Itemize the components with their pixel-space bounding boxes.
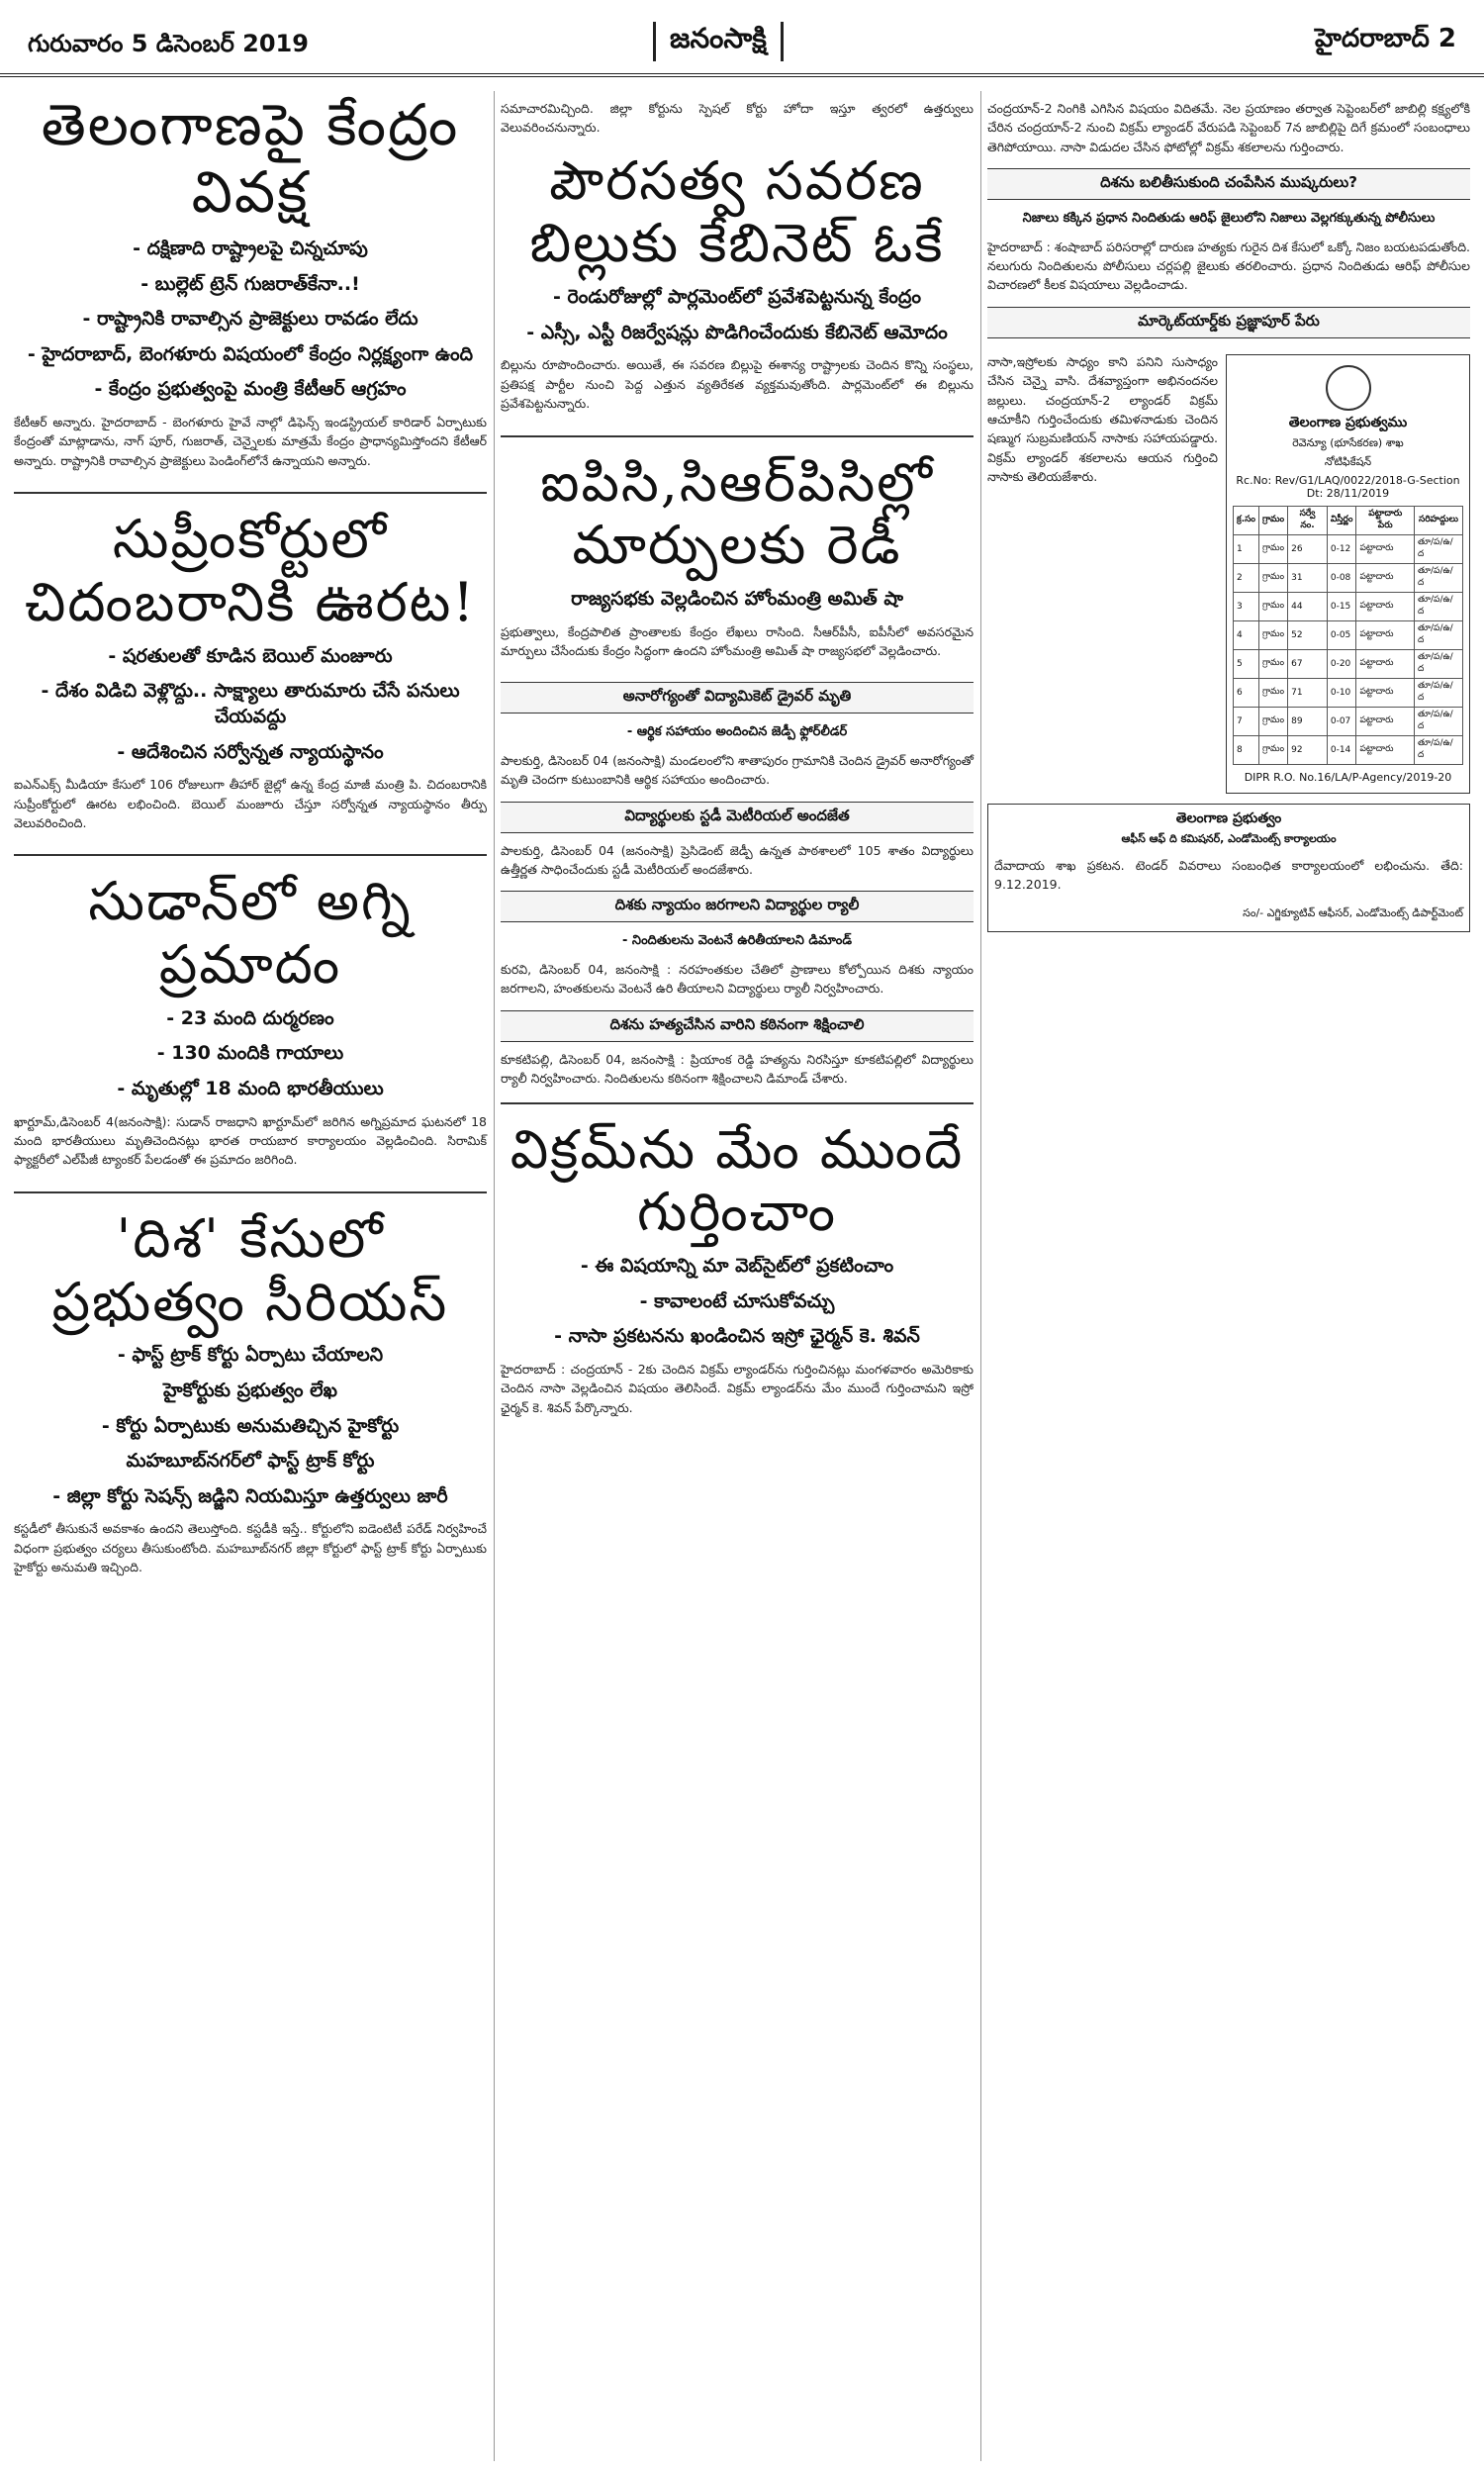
subheading: - ఈ విషయాన్ని మా వెబ్‌సైట్‌లో ప్రకటించాం [580, 1254, 894, 1277]
table-cell: 0-05 [1327, 620, 1356, 649]
subheading: - 130 మందికి గాయాలు [156, 1042, 344, 1065]
notice-department: రెవెన్యూ (భూసేకరణ) శాఖ [1292, 435, 1404, 449]
newspaper-logo: జనంసాక్షి [653, 22, 784, 61]
headline: తెలంగాణపై కేంద్రం వివక్ష [41, 91, 460, 227]
table-cell: 0-08 [1327, 563, 1356, 592]
table-cell: 26 [1288, 534, 1328, 563]
article-body: కేటీఆర్‌ అన్నారు. హైదరాబాద్‌ - బెంగళూరు హైవే నాల్గో డిఫెన్స్‌ ఇండస్ట్రియల్‌ కారిడార్‌ ఏర్పాటుకు కేంద్రంతో మాట్లాడాను, నాగ్‌ పూర్‌, గుజరాత్‌, చెన్నైలకు మాత్రమే కేంద్రం ప్రాధాన్యమిస్తోందని కేటీఆర్‌ అన్నారు. రాష్ట్రానికి రావాల్సిన ప్రాజెక్టులు పెండింగ్‌లోనే ఉన్నాయని అన్నారు. [14, 415, 487, 468]
article-body: కస్టడీలో తీసుకునే అవకాశం ఉందని తెలుస్తోంది. కస్టడీకి ఇస్తే.. కోర్టులోని ఐడెంటిటీ పరేడ్‌ నిర్వహించే విధంగా ప్రభుత్వం చర్యలు తీసుకుంటోంది. మహబూబ్‌నగర్‌ జిల్లా కోర్టులో ఫాస్ట్‌ ట్రాక్‌ కోర్టు ఏర్పాటుకు హైకోర్టు అనుమతి ఇచ్చింది. [14, 1521, 487, 1575]
article-body: చంద్రయాన్‌-2 నింగికి ఎగిసిన విషయం విదితమే. నెల ప్రయాణం తర్వాత సెప్టెంబర్‌లో జాబిల్లి కక్ష్యలోకి చేరిన చంద్రయాన్‌-2 నుంచి విక్రమ్‌ ల్యాండర్‌ వేరుపడి సెప్టెంబర్‌ 7న జాబిల్లిపై దిగే క్రమంలో సంబంధాలు తెగిపోయాయి. నాసా విడుదల చేసిన ఫోటోల్లో విక్రమ్‌ శకలాలను గుర్తించారు. [987, 101, 1470, 154]
table-cell: గ్రామం [1259, 649, 1288, 678]
subheading: - బుల్లెట్‌ ట్రెన్‌ గుజరాత్‌కేనా..! [140, 272, 360, 295]
table-cell: 3 [1234, 592, 1259, 620]
table-cell: పట్టాదారు [1356, 735, 1415, 764]
headline: విక్రమ్‌ను మేం ముందే గుర్తించాం [510, 1117, 965, 1244]
subheading: - షరతులతో కూడిన బెయిల్‌ మంజూరు [108, 644, 393, 667]
box-headline: దిశను బలితీసుకుంది చంపేసిన ముష్కరులు? [987, 168, 1470, 200]
box-headline: విద్యార్థులకు స్టడీ మెటీరియల్‌ అందజేత [501, 802, 974, 833]
notice-title: తెలంగాణ ప్రభుత్వము [1288, 414, 1408, 430]
story-ipc-crpc [501, 451, 974, 661]
masthead [0, 0, 1484, 77]
table-cell: పట్టాదారు [1356, 534, 1415, 563]
column-left [14, 91, 487, 1599]
subheading: - నాసా ప్రకటనను ఖండించిన ఇస్రో ఛైర్మన్‌ కె. శివన్‌ [554, 1325, 920, 1348]
table-cell: 0-15 [1327, 592, 1356, 620]
table-cell: గ్రామం [1259, 534, 1288, 563]
table-cell: 0-20 [1327, 649, 1356, 678]
table-cell: 92 [1288, 735, 1328, 764]
table-cell: 5 [1234, 649, 1259, 678]
table-cell: 0-12 [1327, 534, 1356, 563]
subheading: - దేశం విడిచి వెళ్లొద్దు.. సాక్ష్యాలు తారుమారు చేసే పనులు చేయవద్దు [41, 680, 460, 727]
table-row [1234, 534, 1463, 563]
subheading: - కోర్టు ఏర్పాటుకు అనుమతిచ్చిన హైకోర్టు [101, 1414, 400, 1437]
city-page-label: హైదరాబాద్ 2 [1315, 24, 1456, 53]
table-cell: గ్రామం [1259, 620, 1288, 649]
table-cell: తూ/ప/ఉ/ద [1415, 534, 1463, 563]
table-cell: తూ/ప/ఉ/ద [1415, 707, 1463, 735]
article-body: బిల్లును రూపొందించారు. అయితే, ఈ సవరణ బిల్లుపై ఈశాన్య రాష్ట్రాలకు చెందిన కొన్ని సంస్థలు, ప్రతిపక్ష పార్టీల నుంచి పెద్ద ఎత్తున వ్యతిరేకత వ్యక్తమవుతోంది. పార్లమెంట్‌లో ఈ బిల్లును ప్రవేశపెట్టనున్నారు. [501, 357, 974, 412]
government-notice [1226, 354, 1470, 794]
story-disha-case [14, 1207, 487, 1577]
story-telangana [14, 91, 487, 470]
subheading: - హైదరాబాద్‌, బెంగళూరు విషయంలో కేంద్రం నిర్లక్ష్యంగా ఉంది [27, 342, 474, 365]
subheading: - మృతుల్లో 18 మంది భారతీయులు [117, 1078, 384, 1100]
headline: సుప్రీంకోర్టులో చిదంబరానికి ఊరట! [24, 508, 477, 633]
table-row [1234, 563, 1463, 592]
dipr-number: DIPR R.O. No.16/LA/P-Agency/2019-20 [1244, 770, 1452, 784]
article-body: పాలకుర్తి, డిసెంబర్‌ 04 (జనంసాక్షి) ప్రెసిడెంట్‌ జెడ్పీ ఉన్నత పాఠశాలలో 105 శాతం విద్యార్థులు ఉత్తీర్ణత సాధించేందుకు స్టడీ మెటీరియల్‌ అందజేశారు. [501, 842, 974, 878]
issue-date: గురువారం 5 డిసెంబర్ 2019 [28, 30, 309, 57]
article-body: కురవి, డిసెంబర్‌ 04, జనంసాక్షి : నరహంతకుల చేతిలో ప్రాణాలు కోల్పోయిన దిశకు న్యాయం జరగాలని, హంతకులను వెంటనే ఉరి తీయాలని విద్యార్థులు ర్యాలీ నిర్వహించారు. [501, 962, 974, 997]
article-body: ఖార్టూమ్‌,డిసెంబర్‌ 4(జనంసాక్షి): సుడాన్‌ రాజధాని ఖార్టూమ్‌లో జరిగిన అగ్నిప్రమాద ఘటనలో 18 మంది భారతీయులు మృతిచెందినట్లు భారత రాయబార కార్యాలయం వెల్లడించింది. సిరామిక్‌ ఫ్యాక్టరీలో ఎల్‌పీజీ ట్యాంకర్‌ పేలడంతో ఈ ప్రమాదం జరిగింది. [14, 1113, 487, 1168]
story-citizenship-bill [501, 149, 974, 414]
table-row [1234, 649, 1463, 678]
subheading: - రాష్ట్రానికి రావాల్సిన ప్రాజెక్టులు రావడం లేదు [82, 308, 418, 331]
story-isro-vikram [501, 1118, 974, 1417]
table-cell: 52 [1288, 620, 1328, 649]
table-cell: గ్రామం [1259, 563, 1288, 592]
article-body: పాలకుర్తి, డిసెంబర్‌ 04 (జనంసాక్షి) మండలంలోని శాతాపురం గ్రామానికి చెందిన డ్రైవర్‌ అనారోగ్యంతో మృతి చెందగా కుటుంబానికి ఆర్థిక సహాయం అందించారు. [501, 752, 974, 788]
table-cell: 89 [1288, 707, 1328, 735]
subheading: - కావాలంటే చూసుకోవచ్చు [639, 1289, 835, 1312]
column-divider [494, 91, 495, 2461]
subheading: - రెండురోజుల్లో పార్లమెంట్‌లో ప్రవేశపెట్టనున్న కేంద్రం [553, 286, 921, 309]
subheading: - ఎస్సీ, ఎస్టీ రిజర్వేషన్లు పొడిగించేందుకు కేబినెట్‌ ఆమోదం [526, 321, 948, 343]
table-cell: తూ/ప/ఉ/ద [1415, 620, 1463, 649]
table-row [1234, 735, 1463, 764]
headline: పౌరసత్వ సవరణ బిల్లుకు కేబినెట్‌ ఓకే [529, 148, 945, 275]
subheading: - దక్షిణాది రాష్ట్రాలపై చిన్నచూపు [133, 237, 368, 259]
table-cell: 67 [1288, 649, 1328, 678]
column-right [987, 91, 1470, 932]
table-cell: 0-07 [1327, 707, 1356, 735]
table-cell: 31 [1288, 563, 1328, 592]
notice-type: నోటిఫికేషన్‌ [1324, 454, 1372, 468]
notice-reference: Rc.No: Rev/G1/LAQ/0022/2018-G-Section Dt: 28/11/2019 [1236, 473, 1460, 500]
headline: ఐపిసి,సిఆర్‌పిసిల్లో మార్పులకు రెడీ [540, 450, 934, 577]
column-header: పట్టాదారు పేరు [1356, 506, 1415, 534]
subheading: - 23 మంది దుర్మరణం [166, 1006, 334, 1029]
table-cell: 8 [1234, 735, 1259, 764]
article-body: హైదరాబాద్‌ : శంషాబాద్‌ పరిసరాల్లో దారుణ హత్యకు గురైన దిశ కేసులో ఒక్కో నిజం బయటపడుతోంది. నలుగురు నిందితులను పోలీసులు చర్లపల్లి జైలుకు తరలించారు. ప్రధాన నిందితుడు ఆరిఫ్‌ పోలీసుల విచారణలో కీలక విషయాలు వెల్లడించాడు. [987, 238, 1470, 293]
subheading: - ఫాస్ట్‌ ట్రాక్‌ కోర్టు ఏర్పాటు చేయాలని [117, 1344, 384, 1367]
table-row [1234, 707, 1463, 735]
table-cell: 71 [1288, 678, 1328, 707]
box-headline: మార్కెట్‌యార్డ్‌కు ప్రజ్ఞాపూర్‌ పేరు [987, 307, 1470, 338]
box-subheading: నిజాలు కక్కిన ప్రధాన నిందితుడు ఆరిఫ్‌ జైలులోని నిజాలు వెల్లగక్కుతున్న పోలీసులు [1022, 211, 1436, 227]
table-cell: పట్టాదారు [1356, 563, 1415, 592]
column-divider [980, 91, 981, 2461]
table-row [1234, 592, 1463, 620]
table-cell: 1 [1234, 534, 1259, 563]
article-body: కూకటిపల్లి, డిసెంబర్‌ 04, జనంసాక్షి : ప్రియాంక రెడ్డి హత్యను నిరసిస్తూ కూకటిపల్లిలో విద్యార్థులు ర్యాలీ నిర్వహించారు. నిందితులను కఠినంగా శిక్షించాలని డిమాండ్‌ చేశారు. [501, 1051, 974, 1087]
column-middle [501, 91, 974, 1439]
table-cell: 6 [1234, 678, 1259, 707]
article-body: హైదరాబాద్‌ : చంద్రయాన్‌ - 2కు చెందిన విక్రమ్‌ ల్యాండర్‌ను గుర్తించినట్లు మంగళవారం అమెరికాకు చెందిన నాసా వెల్లడించిన విషయం తెలిసిందే. విక్రమ్‌ ల్యాండర్‌ను మేం ముందే గుర్తించామని ఇస్రో ఛైర్మన్‌ కె. శివన్‌ పేర్కొన్నారు. [501, 1361, 974, 1415]
box-subheading: - ఆర్థిక సహాయం అందించిన జెడ్పీ ఫ్లోర్‌లీడర్‌ [626, 724, 848, 740]
table-cell: తూ/ప/ఉ/ద [1415, 649, 1463, 678]
subheading: - జిల్లా కోర్టు సెషన్స్‌ జడ్జిని నియమిస్తూ ఉత్తర్వులు జారీ [52, 1484, 448, 1507]
column-header: క్ర.సం [1234, 506, 1259, 534]
box-subheading: - నిందితులను వెంటనే ఉరితీయాలని డిమాండ్‌ [622, 933, 852, 949]
box-headline: దిశకు న్యాయం జరగాలని విద్యార్థుల ర్యాలీ [501, 891, 974, 922]
subheading: మహబూబ్‌నగర్‌లో ఫాస్ట్‌ ట్రాక్‌ కోర్టు [126, 1450, 375, 1473]
subheading: - కేంద్రం ప్రభుత్వంపై మంత్రి కేటీఆర్‌ ఆగ్రహం [94, 378, 407, 401]
table-row [1234, 620, 1463, 649]
article-body: సమాచారమిచ్చింది. జిల్లా కోర్టును స్పెషల్‌ కోర్టు హోదా ఇస్తూ త్వరలో ఉత్తర్వులు వెలువరించనున్నారు. [501, 101, 974, 136]
table-cell: పట్టాదారు [1356, 707, 1415, 735]
column-header: గ్రామం [1259, 506, 1288, 534]
article-body: ఐఎన్‌ఎక్స్‌ మీడియా కేసులో 106 రోజులుగా తీహార్‌ జైల్లో ఉన్న కేంద్ర మాజీ మంత్రి పి. చిదంబరానికి సుప్రీంకోర్టులో ఊరట లభించింది. బెయిల్‌ మంజూరు చేస్తూ సర్వోన్నత న్యాయస్థానం తీర్పు వెలువరించింది. [14, 777, 487, 830]
table-cell: తూ/ప/ఉ/ద [1415, 563, 1463, 592]
table-cell: తూ/ప/ఉ/ద [1415, 592, 1463, 620]
table-cell: 0-14 [1327, 735, 1356, 764]
table-cell: తూ/ప/ఉ/ద [1415, 735, 1463, 764]
subheading: - ఆదేశించిన సర్వోన్నత న్యాయస్థానం [117, 740, 384, 763]
table-cell: గ్రామం [1259, 707, 1288, 735]
government-emblem-icon [1326, 365, 1371, 411]
table-cell: గ్రామం [1259, 678, 1288, 707]
table-cell: పట్టాదారు [1356, 620, 1415, 649]
story-sudan-fire [14, 870, 487, 1169]
table-cell: పట్టాదారు [1356, 592, 1415, 620]
notice-office: ఆఫీస్‌ ఆఫ్‌ ది కమిషనర్‌, ఎండోమెంట్స్‌ కార్యాలయం [1121, 831, 1337, 845]
column-header: సరిహద్దులు [1415, 506, 1463, 534]
table-cell: గ్రామం [1259, 735, 1288, 764]
subheading: హైకోర్టుకు ప్రభుత్వం లేఖ [162, 1379, 337, 1401]
notice-title: తెలంగాణ ప్రభుత్వం [1175, 809, 1282, 826]
land-table [1233, 506, 1463, 765]
story-chidambaram [14, 508, 487, 832]
table-header-row [1234, 506, 1463, 534]
table-cell: 44 [1288, 592, 1328, 620]
table-cell: 4 [1234, 620, 1259, 649]
box-headline: అనారోగ్యంతో విద్యామికెట్‌ డ్రైవర్‌ మృతి [501, 682, 974, 714]
side-column [987, 344, 1218, 794]
table-cell: 2 [1234, 563, 1259, 592]
split-section [987, 344, 1470, 794]
notice-body: దేవాదాయ శాఖ ప్రకటన. టెండర్‌ వివరాలు సంబంధిత కార్యాలయంలో లభించును. తేది: 9.12.2019. [994, 857, 1463, 893]
table-cell: పట్టాదారు [1356, 649, 1415, 678]
table-cell: 7 [1234, 707, 1259, 735]
column-header: విస్తీర్ణం [1327, 506, 1356, 534]
article-body: ప్రభుత్వాలు, కేంద్రపాలిత ప్రాంతాలకు కేంద్రం లేఖలు రాసింది. సీఆర్‌పీసీ, ఐపీసీలో అవసరమైన మార్పులు చేసేందుకు కేంద్రం సిద్ధంగా ఉందని హోంమంత్రి అమిత్‌ షా రాజ్యసభలో వెల్లడించారు. [501, 623, 974, 659]
table-cell: గ్రామం [1259, 592, 1288, 620]
table-cell: తూ/ప/ఉ/ద [1415, 678, 1463, 707]
article-body: నాసా,ఇస్రోలకు సాధ్యం కాని పనిని సుసాధ్యం చేసిన చెన్నై వాసి. దేశవ్యాప్తంగా అభినందనల జల్లులు. చంద్రయాన్‌-2 ల్యాండర్‌ విక్రమ్‌ ఆచూకీని గుర్తించేందుకు తమిళనాడుకు చెందిన షణ్ముగ సుబ్రమణియన్‌ నాసాకు సహాయపడ్డారు. విక్రమ్‌ ల్యాండర్‌ శకలాలను ఆయన గుర్తించి నాసాకు తెలియజేశారు. [987, 353, 1218, 485]
table-cell: పట్టాదారు [1356, 678, 1415, 707]
column-header: సర్వే నం. [1288, 506, 1328, 534]
box-headline: దిశను హత్యచేసిన వారిని కఠినంగా శిక్షించాలి [501, 1010, 974, 1042]
subheading: రాజ్యసభకు వెల్లడించిన హోంమంత్రి అమిత్‌ షా [571, 588, 903, 611]
endowments-notice [987, 804, 1470, 932]
table-cell: 0-10 [1327, 678, 1356, 707]
table-row [1234, 678, 1463, 707]
notice-signature: సం/- ఎగ్జిక్యూటివ్‌ ఆఫీసర్‌, ఎండోమెంట్స్‌ డిపార్ట్‌మెంట్‌ [1243, 905, 1463, 919]
headline: 'దిశ' కేసులో ప్రభుత్వం సీరియస్‌ [51, 1206, 449, 1333]
headline: సుడాన్‌లో అగ్ని ప్రమాదం [88, 870, 413, 997]
